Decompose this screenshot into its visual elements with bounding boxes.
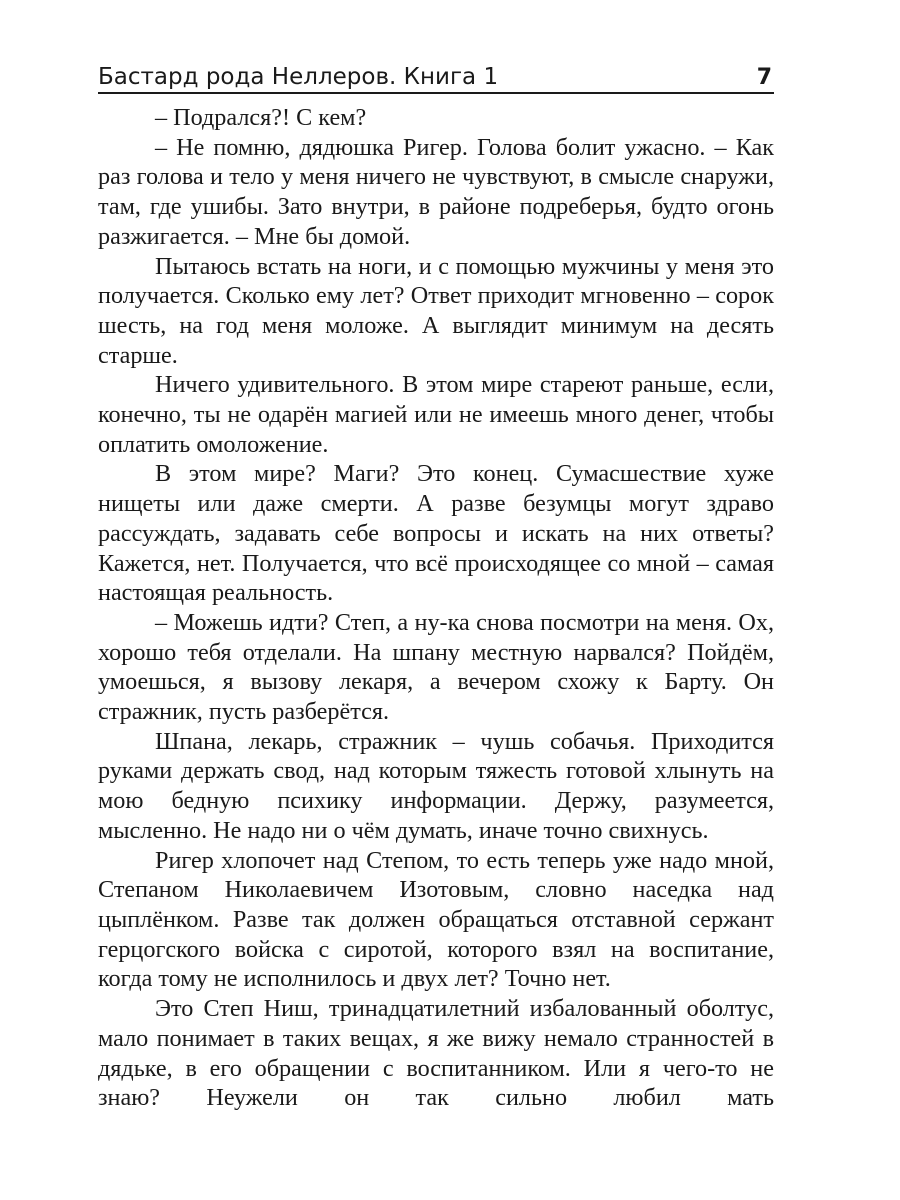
running-header: [98, 54, 774, 90]
body-text: [98, 103, 774, 1113]
running-title: Бастард рода Неллеров. Книга 1: [98, 64, 499, 90]
paragraph: Шпана, лекарь, стражник – чушь собачья. Приходится руками держать свод, над которым тяжесть готовой хлынуть на мою бедную психику информации. Держу, разумеется, мысленно. Не надо ни о чём думать, иначе точно свихнусь.: [98, 727, 774, 844]
paragraph: – Не помню, дядюшка Ригер. Голова болит ужасно. – Как раз голова и тело у меня ничего не чувствуют, в смысле снаружи, там, где ушибы. Зато внутри, в районе подреберья, будто огонь разжигается. – Мне бы домой.: [98, 133, 774, 250]
paragraph: Ригер хлопочет над Степом, то есть теперь уже надо мной, Степаном Николаевичем Изотовым, словно наседка над цыплёнком. Разве так должен обращаться отставной сержант герцогского войска с сиротой, которого взял на воспитание, когда тому не исполнилось и двух лет? Точно нет.: [98, 846, 774, 993]
paragraph: Ничего удивительного. В этом мире стареют раньше, если, конечно, ты не одарён магией или не имеешь много денег, чтобы оплатить омоложение.: [98, 371, 774, 458]
paragraph: – Можешь идти? Степ, а ну-ка снова посмотри на меня. Ох, хорошо тебя отделали. На шпану местную нарвался? Пойдём, умоешься, я вызову лекаря, а вечером схожу к Барту. Он стражник, пусть разберётся.: [98, 608, 774, 726]
header-rule: [98, 92, 774, 94]
paragraph: В этом мире? Маги? Это конец. Сумасшествие хуже нищеты или даже смерти. А разве безумцы могут здраво рассуждать, задавать себе вопросы и искать на них ответы? Кажется, нет. Получается, что всё происходящее со мной – самая настоящая реальность.: [98, 460, 774, 607]
page-number: 7: [756, 65, 772, 90]
paragraph: Пытаюсь встать на ноги, и с помощью мужчины у меня это получается. Сколько ему лет? Ответ приходит мгновенно – сорок шесть, на год меня моложе. А выглядит минимум на десять старше.: [98, 252, 774, 369]
paragraph: Это Степ Ниш, тринадцатилетний избалованный оболтус, мало понимает в таких вещах, я же вижу немало странностей в дядьке, в его обращении с воспитанником. Или я чего-то не знаю? Неужели он так сильно любил мать: [98, 995, 774, 1112]
paragraph: – Подрался?! С кем?: [155, 104, 367, 131]
